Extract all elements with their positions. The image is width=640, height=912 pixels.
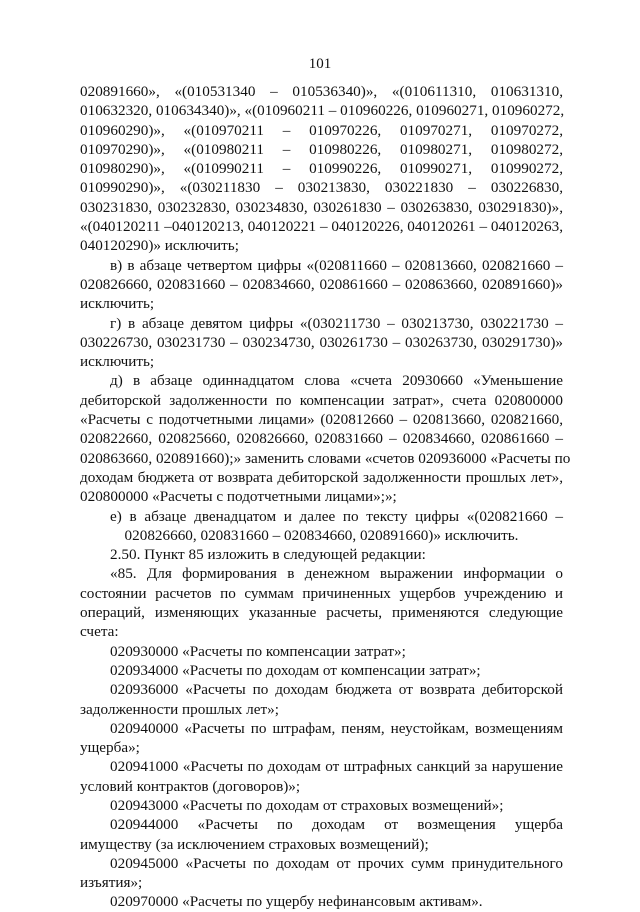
text-line: 2.50. Пункт 85 изложить в следующей редакции: — [110, 546, 426, 564]
text-line: 020943000 «Расчеты по доходам от страховых возмещений»; — [110, 796, 504, 814]
text-line: 030231830, 030232830, 030234830, 030261830 – 030263830, 030291830)», — [80, 198, 563, 216]
text-line: операций, изменяющих указанные расчеты, применяются следующие — [80, 604, 563, 622]
text-line: 010632320, 010634340)», «(010960211 – 010960226, 010960271, 010960272, — [80, 102, 565, 120]
text-line: «Расчеты с подотчетными лицами» (020812660 – 020813660, 020821660, — [80, 411, 563, 429]
text-line: д) в абзаце одиннадцатом слова «счета 20930660 «Уменьшение — [110, 372, 563, 390]
document-body — [80, 82, 571, 912]
text-line: 010970290)», «(010980211 – 010980226, 010980271, 010980272, — [80, 140, 563, 158]
text-line: доходам бюджета от возврата дебиторской задолженности прошлых лет», — [80, 468, 563, 486]
text-line: е) в абзаце двенадцатом и далее по тексту цифры «(020821660 – — [110, 507, 563, 525]
text-line: состоянии расчетов по суммам причиненных ущербов учреждению и — [80, 584, 563, 602]
text-line: изъятия»; — [80, 874, 143, 892]
text-line: счета: — [80, 623, 119, 641]
text-line: 020800000 «Расчеты с подотчетными лицами»;»; — [80, 488, 397, 506]
text-line: 020945000 «Расчеты по доходам от прочих сумм принудительного — [110, 854, 563, 872]
text-line: «(040120211 –040120213, 040120221 – 040120226, 040120261 – 040120263, — [80, 218, 563, 236]
text-line: условий контрактов (договоров)»; — [80, 777, 301, 795]
text-line: исключить; — [80, 353, 155, 371]
text-line: 010960290)», «(010970211 – 010970226, 010970271, 010970272, — [80, 121, 563, 139]
text-line: 020930000 «Расчеты по компенсации затрат»; — [110, 642, 406, 660]
text-line: 020934000 «Расчеты по доходам от компенсации затрат»; — [110, 661, 481, 679]
text-line: задолженности прошлых лет»; — [80, 700, 279, 718]
text-line: ущерба»; — [80, 739, 140, 757]
page-number: 101 — [308, 56, 332, 72]
text-line: в) в абзаце четвертом цифры «(020811660 – 020813660, 020821660 – — [110, 256, 563, 274]
text-line: 020940000 «Расчеты по штрафам, пеням, неустойкам, возмещениям — [110, 719, 563, 737]
text-line: 020941000 «Расчеты по доходам от штрафных санкций за нарушение — [110, 758, 563, 776]
text-line: 020826660, 020831660 – 020834660, 020891660)» исключить. — [124, 526, 519, 544]
text-line: 020936000 «Расчеты по доходам бюджета от возврата дебиторской — [110, 681, 563, 699]
text-line: 020822660, 020825660, 020826660, 020831660 – 020834660, 020861660 – — [80, 430, 563, 448]
text-line: 030226730, 030231730 – 030234730, 030261730 – 030263730, 030291730)» — [80, 333, 563, 351]
text-line: имуществу (за исключением страховых возмещений); — [80, 835, 429, 853]
text-line: дебиторской задолженности по компенсации затрат», счета 020800000 — [80, 391, 563, 409]
text-line: 020863660, 020891660);» заменить словами «счетов 020936000 «Расчеты по — [80, 449, 571, 467]
text-line: 020826660, 020831660 – 020834660, 020861660 – 020863660, 020891660)» — [80, 275, 563, 293]
text-line: 020970000 «Расчеты по ущербу нефинансовым активам». — [110, 893, 483, 911]
text-line: 010990290)», «(030211830 – 030213830, 030221830 – 030226830, — [80, 179, 563, 197]
text-line: 040120290)» исключить; — [80, 237, 239, 255]
text-line: 010980290)», «(010990211 – 010990226, 010990271, 010990272, — [80, 160, 563, 178]
text-line: исключить; — [80, 295, 155, 313]
text-line: «85. Для формирования в денежном выражении информации о — [110, 565, 563, 583]
text-line: 020891660», «(010531340 – 010536340)», «(010611310, 010631310, — [80, 83, 563, 100]
text-line: 020944000 «Расчеты по доходам от возмещения ущерба — [110, 816, 563, 834]
text-line: г) в абзаце девятом цифры «(030211730 – 030213730, 030221730 – — [110, 314, 563, 332]
